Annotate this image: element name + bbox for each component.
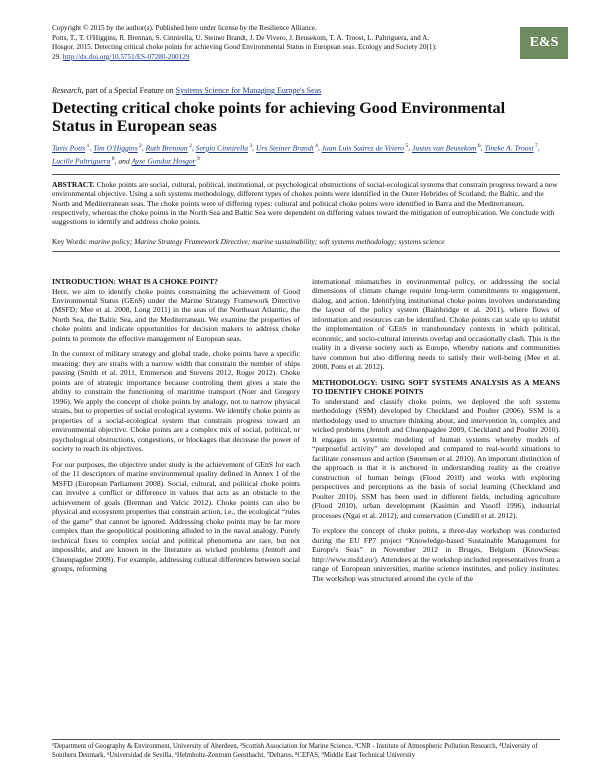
author-affiliation-mark: 5 <box>404 143 409 149</box>
author-affiliation-mark: 2 <box>187 143 192 149</box>
doi-link[interactable]: http://dx.doi.org/10.5751/ES-07280-200129 <box>62 52 190 61</box>
abstract-text: Choke points are social, cultural, political, institutional, or psychological obstructions of social-ecological systems that constrain progress toward a new environmental objective. Using a soft systems methodology, different types of chokes points were identified in the Outer Hebrides of Scotland, the Baltic, and the North and Mediterranean seas. The choke points were of differing types: cultural and political choke points were identified in Barra and the Mediterranean, respectively, whereas the choke points in the North Sea and Baltic Sea were dependent on differing values toward the mitigation of eutrophication. We conclude with suggestions to identify and address choke points. <box>52 180 558 227</box>
article-type: Research <box>52 86 82 95</box>
author-link[interactable]: Tim O'Higgins <box>93 143 138 153</box>
right-column <box>312 277 560 589</box>
author-affiliation-mark: 6 <box>476 143 481 149</box>
keywords-label: Key Words: <box>52 237 90 246</box>
author-list: Tavis Potts $^1$, Tim O'Higgins $^2$, Ruth Brennan $^2$, Sergio Cinnirella $^3$, Urs Steiner Brandt $^4$, Juan Luis Suárez de Vivero $^5$, Justus van Beusekom $^6$, Tineke A. Troost $^7$, Lucille Paltriguera $^8$, and Ayse Gunduz Hosgor $^9$ <box>52 143 540 166</box>
author-link[interactable]: Ruth Brennan <box>145 143 188 153</box>
divider <box>52 174 560 175</box>
affiliations-footnote: ¹Department of Geography & Environment, University of Aberdeen, ²Scottish Association for Marine Science, ³CNR - Institute of Atmospheric Pollution Research, ⁴University of Southern Denmark, ⁵Universidad de Sevilla, ⁶Helmholtz-Zentrum Geesthacht, ⁷Deltares, ⁸CEFAS, ⁹Middle East Technical University <box>52 743 538 759</box>
author-link[interactable]: Sergio Cinnirella <box>195 143 249 153</box>
body-paragraph: international mismatches in environmental policy, or addressing the social dimensions of climate change require long-term commitments to engagement, dialog, and action. Identifying institutional choke points involves understanding the layout of the policy system (Bainbridge et al. 2011), where flows of information and resources can be identified. Choke points can scale up to inhibit the implementation of GEnS in transboundary contexts in which political, economic, and socio-cultural interests overlap and occasionally clash. This is the reality in a diverse society such as Europe, whereby nations and communities have common but also differing needs to satisfy their well-being (Mee et al. 2008, Potts et al. 2012). <box>312 277 560 372</box>
author-affiliation-mark: 7 <box>533 143 538 149</box>
article-title: Detecting critical choke points for achieving Good Environmental Status in European seas <box>52 99 506 135</box>
author-affiliation-mark: 9 <box>195 156 200 163</box>
abstract-label: ABSTRACT. <box>52 180 95 189</box>
citation-line-3 <box>52 53 522 63</box>
body-paragraph: For our purposes, the objective under study is the achievement of GEnS for each of the 11 descriptors of marine environmental quality defined in Annex 1 of the MSFD (European Parliament 2008). Social, cultural, and political choke points can involve a conflict or difference in values that acts as an obstacle to the achievement of goals (Brennan and Valcic 2012). Choke points can also be physical and ecosystem properties that constrain action, i.e., the ecological “rules of the game” that cannot be ignored. Addressing choke points may be far more complex than the geopolitical positioning alluded to in the naval analogy. Purely technical fixes to complex social and political phenomena are rare, but not impossible, and are known in the literature as wicked problems (Jentoft and Chuenpagdee 2009). For example, addressing cultural differences between social groups, reforming <box>52 459 300 574</box>
special-feature-line <box>52 86 321 95</box>
special-feature-text: , part of a Special Feature on <box>81 86 176 95</box>
body-paragraph: In the context of military strategy and global trade, choke points have a specific meaning: they are straits with a narrow width that constrain the number of ships passing (Smith et al. 2011, Emmerson and Stevens 2012, Roger 2012). Choke points are of strategic importance because controling them gives a state the ability to constrain the functioning of maritime transport (Noer and Gregory 1996). We apply the concept of choke points by analogy, not to narrow physical straits, but to properties of social ecological systems. We identify choke points as properties of a social-ecological system that constrain progress toward an environmental objective. Choke points are a complex mix of social, political, or psychological obstructions, congestions, or blockages that decrease the power of society to reach its objectives. <box>52 349 300 454</box>
author-link[interactable]: Justus van Beusekom <box>412 143 477 153</box>
citation-line-2: Hosgor. 2015. Detecting critical choke points for achieving Good Environmental Status in European seas. Ecology and Society 20(1): <box>52 43 437 52</box>
keywords <box>52 237 560 246</box>
author-link[interactable]: Tineke A. Troost <box>484 143 534 153</box>
author-link[interactable]: Juan Luis Suárez de Vivero <box>321 143 405 153</box>
special-feature-link[interactable]: Systems Science for Managing Europe's Seas <box>175 86 322 95</box>
left-column <box>52 277 300 580</box>
journal-logo: E&S <box>520 27 568 59</box>
body-paragraph: To understand and classify choke points, we deployed the soft systems methodology (SSM) developed by Checkland and Poulter (2006). SSM is a methodology used to structure thinking about, and intervention in, complex and wicked problems (Jentoft and Chuenpagdee 2009, Checkland and Poulter 2010). It engages in systemic modeling of human systems whereby models of “purposeful activity” are developed and compared to real-world situations to facilitate consensus and action (Sørensen et al. 2010). An important distinction of the approach is that it is anchored in understanding reality as the creative construction of human beings (Flood 2010) and works with exploring perspectives and perceptions as the basis of social learning (Checkland and Poulter 2010). SSM has been used in different fields, including agriculture (Flood 2010), urban development (Kasimin and Yusoff 1996), industrial processes (Ngai et al. 2012), and conservation (Cundill et al. 2012). <box>312 396 560 520</box>
author-affiliation-mark: 2 <box>137 143 142 149</box>
citation-header <box>52 24 522 62</box>
divider <box>52 251 560 252</box>
citation-line-1: Potts, T., T. O'Higgins, R. Brennan, S. Cinnirella, U. Steiner Brandt, J. De Vivero, J. Beusekom, T. A. Troost, L. Paltriguera, and A. <box>52 33 430 42</box>
author-affiliation-mark: 1 <box>85 143 90 149</box>
section-heading: METHODOLOGY: USING SOFT SYSTEMS ANALYSIS AS A MEANS TO IDENTIFY CHOKE POINTS <box>312 377 560 397</box>
body-paragraph: To explore the concept of choke points, a three-day workshop was conducted during the EU FP7 project “Knowledge-based Sustainable Management for Europe's Seas” in November 2012 in Bruges, Belgium (KnowSeas: http://www.msfd.eu/). Attendees at the workshop included representatives from a range of European universities, marine science institutes, and policy institutes. The workshop was structured around the cycle of the <box>312 526 560 583</box>
section-heading: INTRODUCTION: WHAT IS A CHOKE POINT? <box>52 277 218 286</box>
divider <box>52 739 560 740</box>
author-link[interactable]: Tavis Potts <box>52 143 86 153</box>
keywords-text: marine policy; Marine Strategy Framework Directive; marine sustainability; soft systems methodology; systems science <box>89 237 445 246</box>
author-link[interactable]: Lucille Paltriguera <box>52 156 111 166</box>
author-link[interactable]: Urs Steiner Brandt <box>255 143 314 153</box>
citation-page: 29. <box>52 52 63 61</box>
copyright-line: Copyright © 2015 by the author(s). Published here under license by the Resilience Alliance. <box>52 24 317 32</box>
abstract <box>52 180 560 226</box>
body-paragraph: Here, we aim to identify choke points constraining the achievement of Good Environmental Status (GEnS) under the Marine Strategy Framework Directive (MSFD; Mee et al. 2008, Long 2011) in the seas of the Northeast Atlantic, the North Sea, the Baltic Sea, and the Mediterranean. We examine the properties of choke points and indicate opportunities for decision makers to address choke points to promote the effective management of European seas. <box>52 286 300 343</box>
author-affiliation-mark: 4 <box>313 143 318 149</box>
author-affiliation-mark: 3 <box>248 143 253 149</box>
author-link[interactable]: Ayse Gunduz Hosgor <box>131 156 196 166</box>
author-affiliation-mark: 8 <box>110 156 115 163</box>
